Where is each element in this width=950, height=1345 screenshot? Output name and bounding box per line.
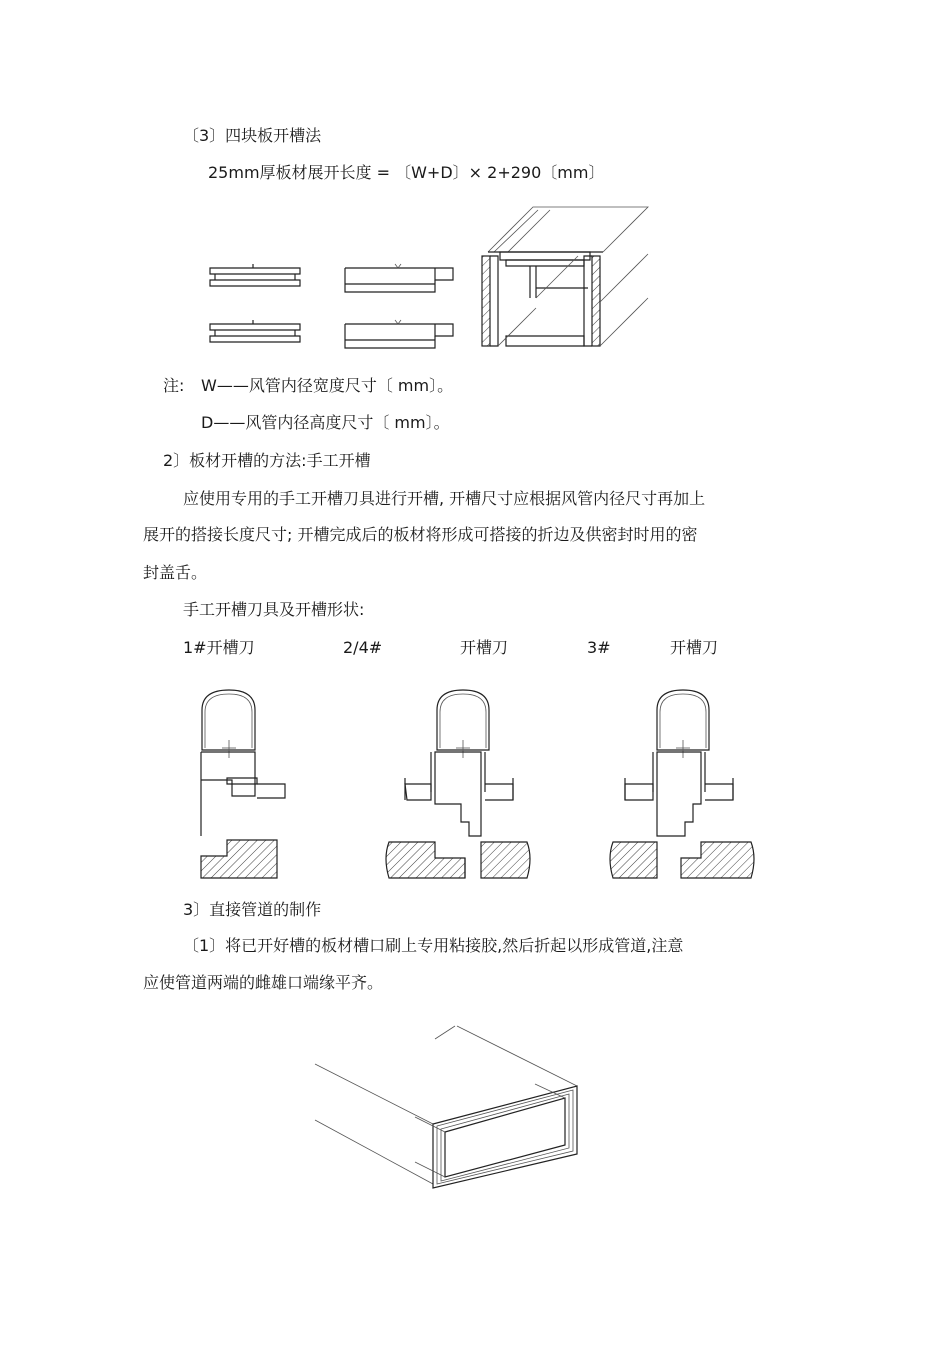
slotting-tool-2-4-diagram: [385, 688, 545, 888]
note-prefix: 注:: [163, 376, 185, 395]
tools-caption: 手工开槽刀具及开槽形状:: [183, 600, 365, 619]
tool-1-label: 1#开槽刀: [183, 638, 255, 657]
section-heading-four-panel: 〔3〕四块板开槽法: [183, 126, 322, 145]
straight-duct-diagram: [315, 1024, 585, 1194]
paragraph-line: 展开的搭接长度尺寸; 开槽完成后的板材将形成可搭接的折边及供密封时用的密: [143, 525, 698, 544]
tool-3-label: 开槽刀: [670, 638, 719, 657]
panel-profile-right-upper: [345, 264, 453, 292]
tool-2-number: 2/4#: [343, 638, 383, 657]
slotting-tool-1-diagram: [197, 688, 307, 888]
section-heading-slotting: 2〕板材开槽的方法:手工开槽: [163, 451, 371, 470]
paragraph-line: 应使管道两端的雌雄口端缘平齐。: [143, 973, 384, 992]
slotting-tool-3-diagram: [605, 688, 765, 888]
note-w: W——风管内径宽度尺寸〔 mm〕。: [201, 376, 454, 395]
paragraph-line: 〔1〕将已开好槽的板材槽口刷上专用粘接胶,然后折起以形成管道,注意: [183, 936, 684, 955]
unfold-length-formula: 25mm厚板材展开长度 = 〔W+D〕× 2+290〔mm〕: [208, 163, 605, 182]
panel-profile-right-lower: [345, 320, 453, 348]
paragraph-line: 应使用专用的手工开槽刀具进行开槽, 开槽尺寸应根据风管内径尺寸再加上: [183, 489, 706, 508]
panel-profile-left-upper: [210, 264, 300, 286]
panel-profiles-diagram: [205, 260, 465, 350]
note-d: D——风管内径高度尺寸〔 mm〕。: [201, 413, 450, 432]
section-heading-straight-duct: 3〕直接管道的制作: [183, 900, 322, 919]
tool-3-number: 3#: [587, 638, 611, 657]
tool-2-label: 开槽刀: [460, 638, 509, 657]
paragraph-line: 封盖舌。: [143, 563, 208, 582]
panel-profile-left-lower: [210, 320, 300, 342]
assembled-duct-diagram: [478, 202, 658, 352]
